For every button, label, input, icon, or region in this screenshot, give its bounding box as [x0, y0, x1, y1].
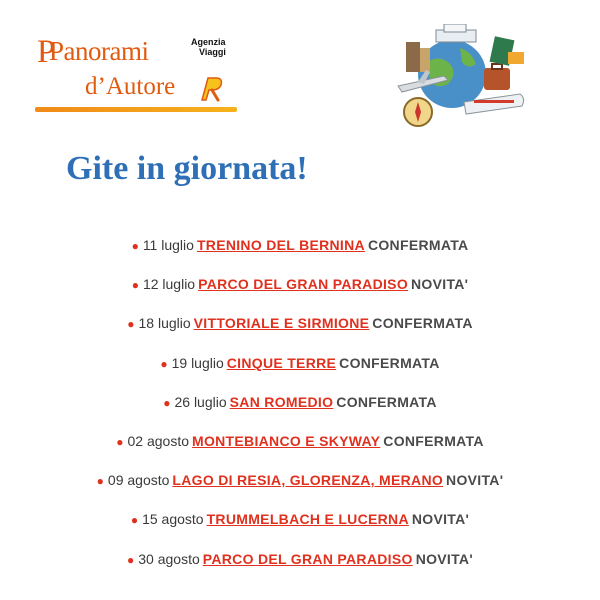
- logo-initial: P: [37, 34, 56, 70]
- trip-list: [0, 234, 600, 587]
- agency-logo[interactable]: [35, 30, 240, 115]
- trip-date: 09 agosto: [107, 472, 170, 489]
- trip-link[interactable]: VITTORIALE E SIRMIONE: [193, 315, 370, 332]
- trip-link[interactable]: PARCO DEL GRAN PARADISO: [202, 550, 413, 567]
- list-item: [0, 352, 600, 391]
- trip-date: 18 luglio: [138, 315, 191, 332]
- trip-status: NOVITA': [411, 276, 469, 293]
- bullet-icon: ●: [163, 395, 171, 410]
- trip-link[interactable]: MONTEBIANCO E SKYWAY: [192, 432, 381, 449]
- list-item: [0, 508, 600, 547]
- trip-date: 26 luglio: [174, 393, 227, 410]
- trip-status: NOVITA': [415, 550, 473, 567]
- logo-mark-icon: [198, 74, 226, 102]
- bullet-icon: ●: [127, 317, 135, 332]
- trip-status: CONFERMATA: [367, 237, 469, 253]
- bullet-icon: ●: [116, 434, 124, 449]
- list-item: [0, 430, 600, 469]
- trip-link[interactable]: LAGO DI RESIA, GLORENZA, MERANO: [172, 472, 444, 489]
- logo-underline: [35, 107, 237, 112]
- bullet-icon: ●: [131, 239, 139, 253]
- trip-date: 12 luglio: [142, 276, 196, 293]
- trip-link[interactable]: CINQUE TERRE: [226, 354, 337, 371]
- trip-status: CONFERMATA: [339, 354, 440, 371]
- trip-date: 02 agosto: [127, 432, 189, 449]
- logo-agency-label: Agenzia: [191, 37, 226, 47]
- trip-status: NOVITA': [446, 472, 504, 489]
- trip-link[interactable]: SAN ROMEDIO: [229, 393, 334, 410]
- trip-date: 19 luglio: [171, 354, 224, 371]
- list-item: [0, 273, 600, 312]
- trip-link[interactable]: TRENINO DEL BERNINA: [196, 237, 365, 253]
- trip-status: CONFERMATA: [383, 432, 484, 449]
- logo-name-line1: Panorami: [49, 36, 149, 66]
- bullet-icon: ●: [127, 552, 135, 567]
- trip-date: 11 luglio: [142, 237, 194, 253]
- bullet-icon: ●: [130, 513, 139, 528]
- list-item: [0, 391, 600, 430]
- bullet-icon: ●: [160, 356, 168, 371]
- trip-date: 15 agosto: [142, 511, 204, 528]
- trip-link[interactable]: PARCO DEL GRAN PARADISO: [198, 276, 409, 293]
- bullet-icon: ●: [131, 278, 139, 293]
- list-item: [0, 469, 600, 508]
- trip-status: CONFERMATA: [372, 315, 473, 332]
- trip-date: 30 agosto: [138, 550, 200, 567]
- list-item: [0, 312, 600, 351]
- list-item: [0, 234, 600, 273]
- trip-status: CONFERMATA: [336, 393, 437, 410]
- trip-status: NOVITA': [411, 511, 470, 528]
- page-title: Gite in giornata!: [66, 150, 308, 187]
- trip-link[interactable]: TRUMMELBACH E LUCERNA: [206, 511, 409, 528]
- bullet-icon: ●: [96, 474, 104, 489]
- logo-agency-label-2: Viaggi: [199, 47, 226, 57]
- travel-collage-icon: [392, 24, 528, 132]
- logo-name-line2: d’Autore: [85, 73, 176, 100]
- list-item: [0, 548, 600, 587]
